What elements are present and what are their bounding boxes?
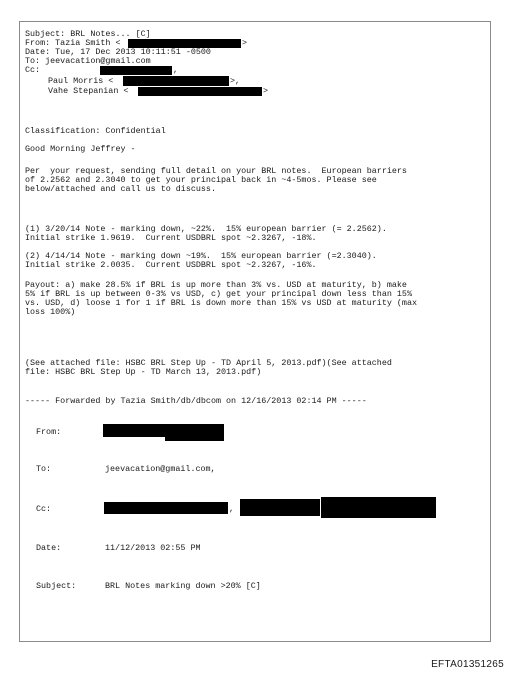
note2-line: Initial strike 2.0035. Current USDBRL spot ~2.3267, -16%.: [25, 260, 317, 270]
redaction-bar: [321, 497, 436, 518]
payout-line: Payout: a) make 28.5% if BRL is up more than 3% vs. USD at maturity, b) make: [25, 280, 407, 290]
intro-line: below/attached and call us to discuss.: [25, 184, 216, 194]
header-cc1: Paul Morris <: [48, 76, 114, 86]
fwd-date-value: 11/12/2013 02:55 PM: [105, 543, 201, 553]
header-to: To: jeevacation@gmail.com: [25, 56, 151, 66]
payout-line: vs. USD, d) loose 1 for 1 if BRL is down more than 15% vs USD at maturity (max: [25, 298, 418, 308]
header-cc1-end: >,: [230, 76, 241, 86]
fwd-to-label: To:: [36, 464, 52, 474]
document-page: [19, 21, 491, 642]
redaction-bar: [138, 87, 262, 96]
payout-line: 5% if BRL is up between 0-3% vs USD, c) get your principal down less than 15%: [25, 289, 412, 299]
payout-line: loss 100%): [25, 307, 76, 317]
fwd-subject-label: Subject:: [36, 581, 77, 591]
fwd-to-value: jeevacation@gmail.com,: [105, 464, 216, 474]
note1-line: (1) 3/20/14 Note - marking down, ~22%. 15% european barrier (= 2.2562).: [25, 224, 387, 234]
fwd-date-label: Date:: [36, 543, 62, 553]
redaction-bar: [104, 502, 228, 514]
redaction-bar: [100, 66, 172, 75]
fwd-cc-label: Cc:: [36, 504, 52, 514]
document-id: EFTA01351265: [431, 659, 504, 670]
note1-line: Initial strike 1.9619. Current USDBRL spot ~2.3267, -18%.: [25, 233, 317, 243]
redaction-bar: [123, 76, 229, 86]
header-from: From: Tazia Smith <: [25, 38, 121, 48]
forwarded-line: ----- Forwarded by Tazia Smith/db/dbcom on 12/16/2013 02:14 PM -----: [25, 396, 367, 406]
fwd-subject-value: BRL Notes marking down >20% [C]: [105, 581, 261, 591]
header-date: Date: Tue, 17 Dec 2013 10:11:51 -0500: [25, 47, 211, 57]
header-cc-comma: ,: [173, 65, 179, 75]
header-subject: Subject: BRL Notes... [C]: [25, 29, 151, 39]
fwd-from-label: From:: [36, 427, 62, 437]
header-cc: Cc:: [25, 65, 41, 75]
redaction-bar: [103, 424, 165, 437]
note2-line: (2) 4/14/14 Note - marking down ~19%. 15% european barrier (=2.3040).: [25, 251, 377, 261]
header-cc2: Vahe Stepanian <: [48, 86, 129, 96]
greeting: Good Morning Jeffrey -: [25, 144, 136, 154]
classification: Classification: Confidential: [25, 126, 166, 136]
redaction-bar: [240, 499, 320, 516]
header-cc2-end: >: [263, 86, 269, 96]
attachment-line: (See attached file: HSBC BRL Step Up - TD April 5, 2013.pdf)(See attached: [25, 358, 392, 368]
intro-line: of 2.2562 and 2.3040 to get your principal back in ~4-5mos. Please see: [25, 175, 377, 185]
header-from-end: >: [242, 38, 248, 48]
redaction-bar: [165, 424, 224, 441]
attachment-line: file: HSBC BRL Step Up - TD March 13, 2013.pdf): [25, 367, 262, 377]
fwd-cc-comma: ,: [229, 504, 235, 514]
intro-line: Per your request, sending full detail on your BRL notes. European barriers: [25, 166, 407, 176]
